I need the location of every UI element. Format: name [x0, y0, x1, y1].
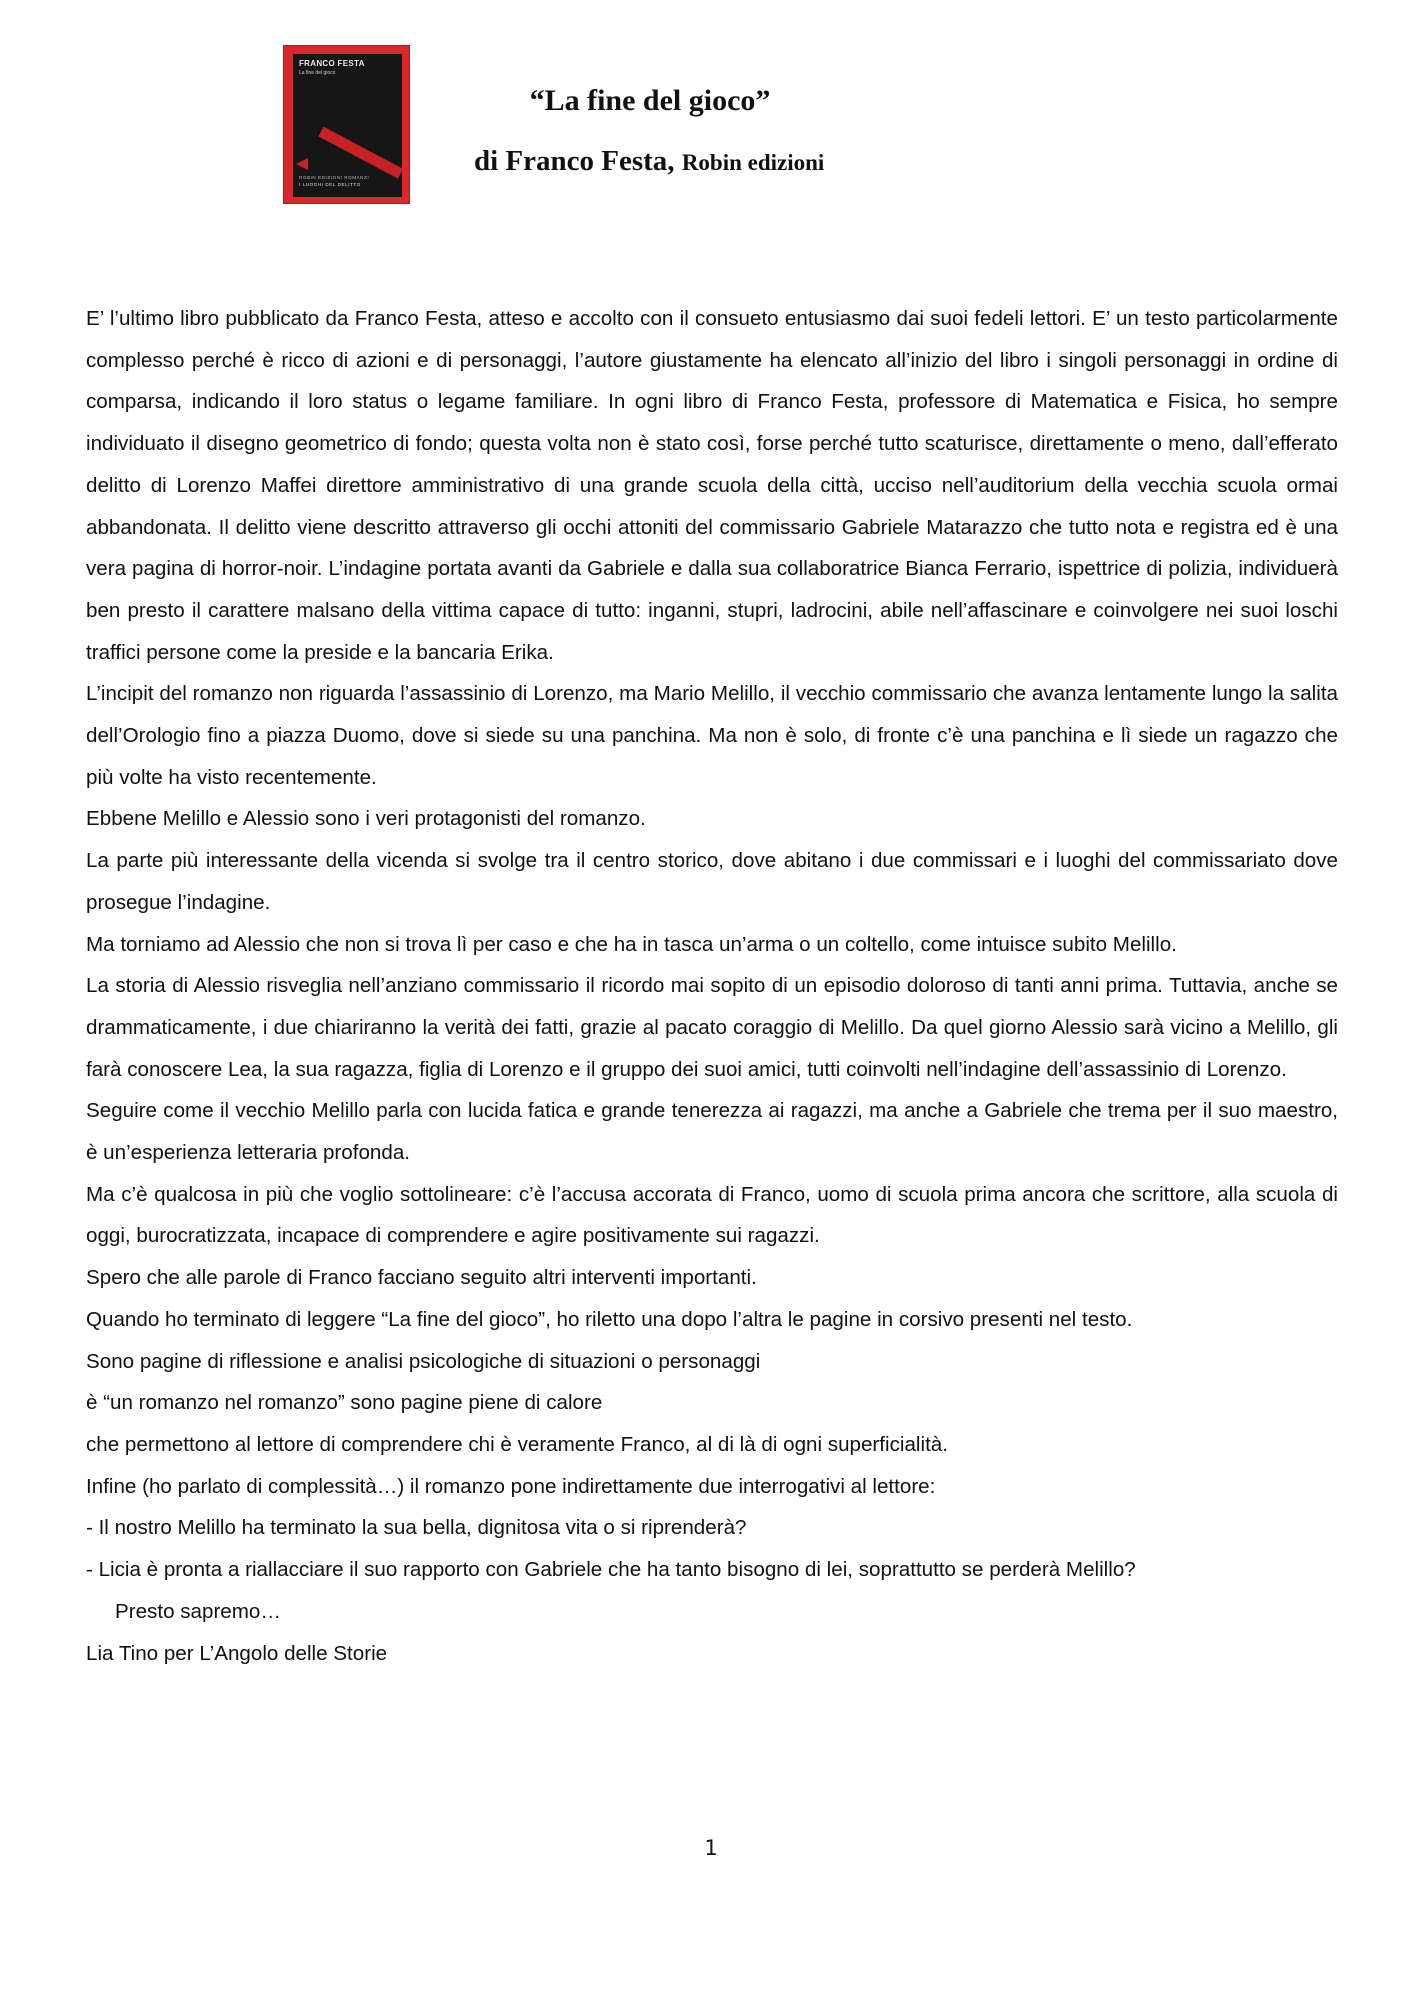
paragraph: La parte più interessante della vicenda si svolge tra il centro storico, dove abitano i due commissari e i luoghi del commissariato dove prosegue l’indagine.	[86, 849, 1338, 914]
book-title: “La fine del gioco”	[529, 84, 771, 117]
publisher-name: Robin edizioni	[681, 150, 825, 175]
cover-arrow-icon	[296, 158, 308, 170]
signature-line: Lia Tino per L’Angolo delle Storie	[86, 1641, 388, 1665]
paragraph: Ma torniamo ad Alessio che non si trova lì per caso e che ha in tasca un’arma o un coltello, come intuisce subito Melillo.	[86, 932, 1177, 956]
paragraph: E’ l’ultimo libro pubblicato da Franco Festa, atteso e accolto con il consueto entusiasmo dai suoi fedeli lettori. E’ un testo particolarmente complesso perché è ricco di azioni e di personaggi, l’autore giustamente ha elencato all’inizio del libro i singoli personaggi in ordine di comparsa, indicando il loro status o legame familiare. In ogni libro di Franco Festa, professore di Matematica e Fisica, ho sempre individuato il disegno geometrico di fondo; questa volta non è stato così, forse perché tutto scaturisce, direttamente o meno, dall’efferato delitto di Lorenzo Maffei direttore amministrativo di una grande scuola della città, ucciso nell’auditorium della vecchia scuola ormai abbandonata. Il delitto viene descritto attraverso gli occhi attoniti del commissario Gabriele Matarazzo che tutto nota e registra ed è una vera pagina di horror-noir. L’indagine portata avanti da Gabriele e dalla sua collaboratrice Bianca Ferrario, ispettrice di polizia, individuerà ben presto il carattere malsano della vittima capace di tutto: inganni, stupri, ladrocini, abile nell’affascinare e coinvolgere nei suoi loschi traffici persone come la preside e la bancaria Erika.	[86, 307, 1338, 664]
paragraph: La storia di Alessio risveglia nell’anziano commissario il ricordo mai sopito di un episodio doloroso di tanti anni prima. Tuttavia, anche se drammaticamente, i due chiariranno la verità dei fatti, grazie al pacato coraggio di Melillo. Da quel giorno Alessio sarà vicino a Melillo, gli farà conoscere Lea, la sua ragazza, figlia di Lorenzo e il gruppo dei suoi amici, tutti coinvolti nell’indagine dell’assassinio di Lorenzo.	[86, 974, 1338, 1081]
cover-author: FRANCO FESTA	[299, 59, 365, 68]
paragraph: Infine (ho parlato di complessità…) il romanzo pone indirettamente due interrogativi al lettore:	[86, 1474, 936, 1498]
paragraph: è “un romanzo nel romanzo” sono pagine piene di calore	[86, 1391, 603, 1415]
cover-panel	[293, 54, 402, 197]
cover-red-band	[318, 127, 403, 179]
author-byline	[474, 145, 824, 178]
paragraph: Ebbene Melillo e Alessio sono i veri protagonisti del romanzo.	[86, 807, 646, 831]
cover-publisher-line: ROBIN EDIZIONI ROMANZI	[299, 175, 370, 180]
paragraph: L’incipit del romanzo non riguarda l’assassinio di Lorenzo, ma Mario Melillo, il vecchio commissario che avanza lentamente lungo la salita dell’Orologio fino a piazza Duomo, dove si siede su una panchina. Ma non è solo, di fronte c’è una panchina e lì siede un ragazzo che più volte ha visto recentemente.	[86, 682, 1338, 789]
page-number: 1	[704, 1836, 718, 1860]
paragraph: che permettono al lettore di comprendere chi è veramente Franco, al di là di ogni superficialità.	[86, 1432, 948, 1456]
paragraph: Seguire come il vecchio Melillo parla con lucida fatica e grande tenerezza ai ragazzi, ma anche a Gabriele che trema per il suo maestro, è un’esperienza letteraria profonda.	[86, 1099, 1338, 1165]
review-body	[86, 298, 1338, 1674]
closing-line: Presto sapremo…	[115, 1599, 281, 1623]
cover-series-line: I LUOGHI DEL DELITTO	[299, 182, 361, 187]
cover-title: La fine del gioco	[299, 70, 336, 76]
author-name: di Franco Festa,	[474, 145, 675, 177]
question-item: - Licia è pronta a riallacciare il suo rapporto con Gabriele che ha tanto bisogno di lei, soprattutto se perderà Melillo?	[86, 1558, 1136, 1582]
paragraph: Spero che alle parole di Franco facciano seguito altri interventi importanti.	[86, 1266, 757, 1290]
paragraph: Quando ho terminato di leggere “La fine del gioco”, ho riletto una dopo l’altra le pagine in corsivo presenti nel testo.	[86, 1307, 1133, 1331]
question-item: - Il nostro Melillo ha terminato la sua bella, dignitosa vita o si riprenderà?	[86, 1516, 747, 1540]
paragraph: Ma c’è qualcosa in più che voglio sottolineare: c’è l’accusa accorata di Franco, uomo di scuola prima ancora che scrittore, alla scuola di oggi, burocratizzata, incapace di comprendere e agire positivamente sui ragazzi.	[86, 1182, 1338, 1248]
paragraph: Sono pagine di riflessione e analisi psicologiche di situazioni o personaggi	[86, 1349, 761, 1373]
book-cover-image	[283, 45, 410, 204]
